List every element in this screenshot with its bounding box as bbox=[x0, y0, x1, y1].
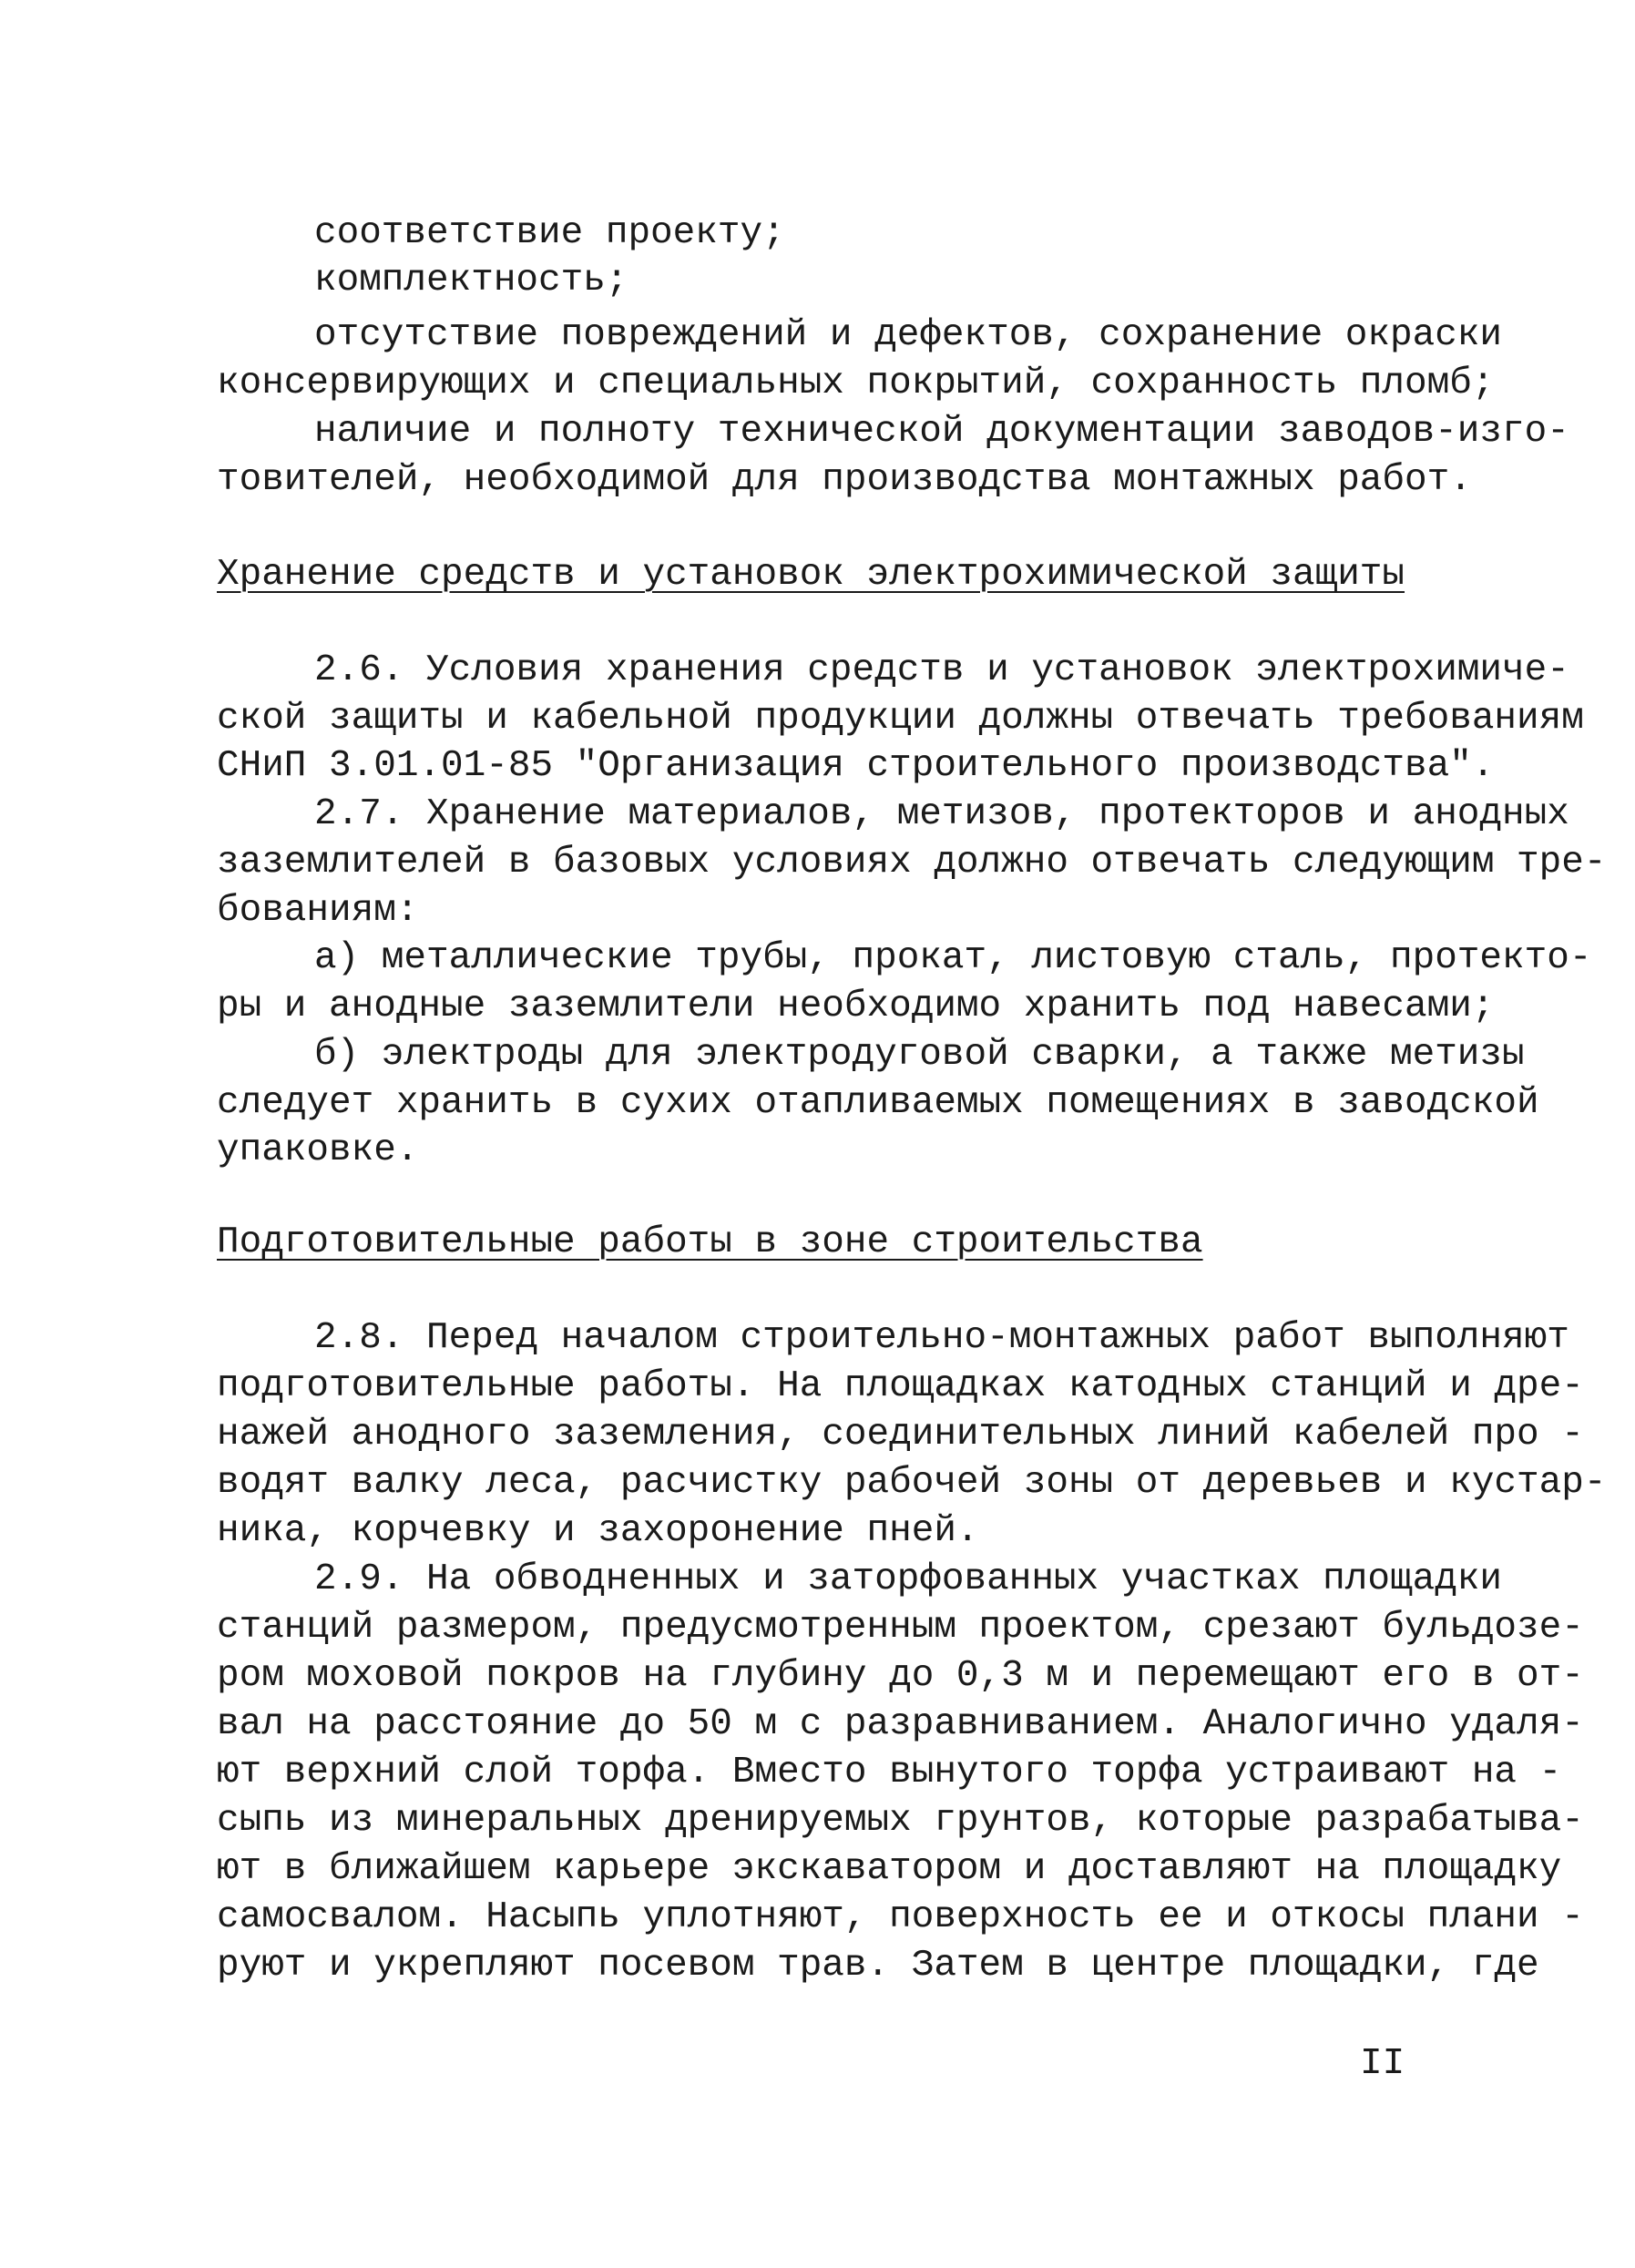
line-30: сыпь из минеральных дренируемых грунтов, которые разрабатыва- bbox=[217, 1800, 1584, 1842]
line-20: 2.8. Перед началом строительно-монтажных работ выполняют bbox=[314, 1317, 1569, 1359]
line-21: подготовительные работы. На площадках катодных станций и дре- bbox=[217, 1365, 1584, 1407]
line-25: 2.9. На обводненных и заторфованных участках площадки bbox=[314, 1558, 1503, 1600]
page-number: II bbox=[1360, 2043, 1405, 2085]
line-29: ют верхний слой торфа. Вместо вынутого торфа устраивают на - bbox=[217, 1752, 1562, 1793]
line-22: нажей анодного заземления, соединительных линий кабелей про - bbox=[217, 1414, 1584, 1456]
line-17: следует хранить в сухих отапливаемых помещениях в заводской bbox=[217, 1082, 1539, 1124]
line-4: консервирующих и специальных покрытий, сохранность пломб; bbox=[217, 363, 1495, 404]
line-32: самосвалом. Насыпь уплотняют, поверхность ее и откосы плани - bbox=[217, 1896, 1584, 1938]
line-11: 2.7. Хранение материалов, метизов, протекторов и анодных bbox=[314, 793, 1569, 835]
line-6: товителей, необходимой для производства монтажных работ. bbox=[217, 459, 1472, 501]
section-heading-storage: Хранение средств и установок электрохимической защиты bbox=[217, 554, 1405, 596]
line-14: а) металлические трубы, прокат, листовую сталь, протекто- bbox=[314, 937, 1592, 979]
line-9: ской защиты и кабельной продукции должны отвечать требованиям bbox=[217, 698, 1584, 740]
line-23: водят валку леса, расчистку рабочей зоны от деревьев и кустар- bbox=[217, 1462, 1607, 1504]
line-12: заземлителей в базовых условиях должно отвечать следующим тре- bbox=[217, 842, 1607, 884]
line-13: бованиям: bbox=[217, 890, 419, 932]
line-26: станций размером, предусмотренным проектом, срезают бульдозе- bbox=[217, 1607, 1584, 1649]
line-24: ника, корчевку и захоронение пней. bbox=[217, 1510, 979, 1552]
line-2: комплектность; bbox=[314, 260, 628, 301]
line-10: СНиП 3.01.01-85 "Организация строительного производства". bbox=[217, 745, 1495, 787]
line-33: руют и укрепляют посевом трав. Затем в центре площадки, где bbox=[217, 1945, 1539, 1987]
line-31: ют в ближайшем карьере экскаватором и доставляют на площадку bbox=[217, 1848, 1562, 1890]
line-8: 2.6. Условия хранения средств и установок электрохимиче- bbox=[314, 649, 1569, 691]
line-3: отсутствие повреждений и дефектов, сохранение окраски bbox=[314, 314, 1503, 356]
line-15: ры и анодные заземлители необходимо хранить под навесами; bbox=[217, 986, 1495, 1027]
line-18: упаковке. bbox=[217, 1129, 419, 1171]
section-heading-preparatory: Подготовительные работы в зоне строительства bbox=[217, 1221, 1203, 1263]
line-1: соответствие проекту; bbox=[314, 212, 785, 254]
line-27: ром моховой покров на глубину до 0,3 м и перемещают его в от- bbox=[217, 1655, 1584, 1697]
line-28: вал на расстояние до 50 м с разравниванием. Аналогично удаля- bbox=[217, 1703, 1584, 1745]
line-16: б) электроды для электродуговой сварки, а также метизы bbox=[314, 1034, 1525, 1076]
line-5: наличие и полноту технической документации заводов-изго- bbox=[314, 411, 1569, 453]
